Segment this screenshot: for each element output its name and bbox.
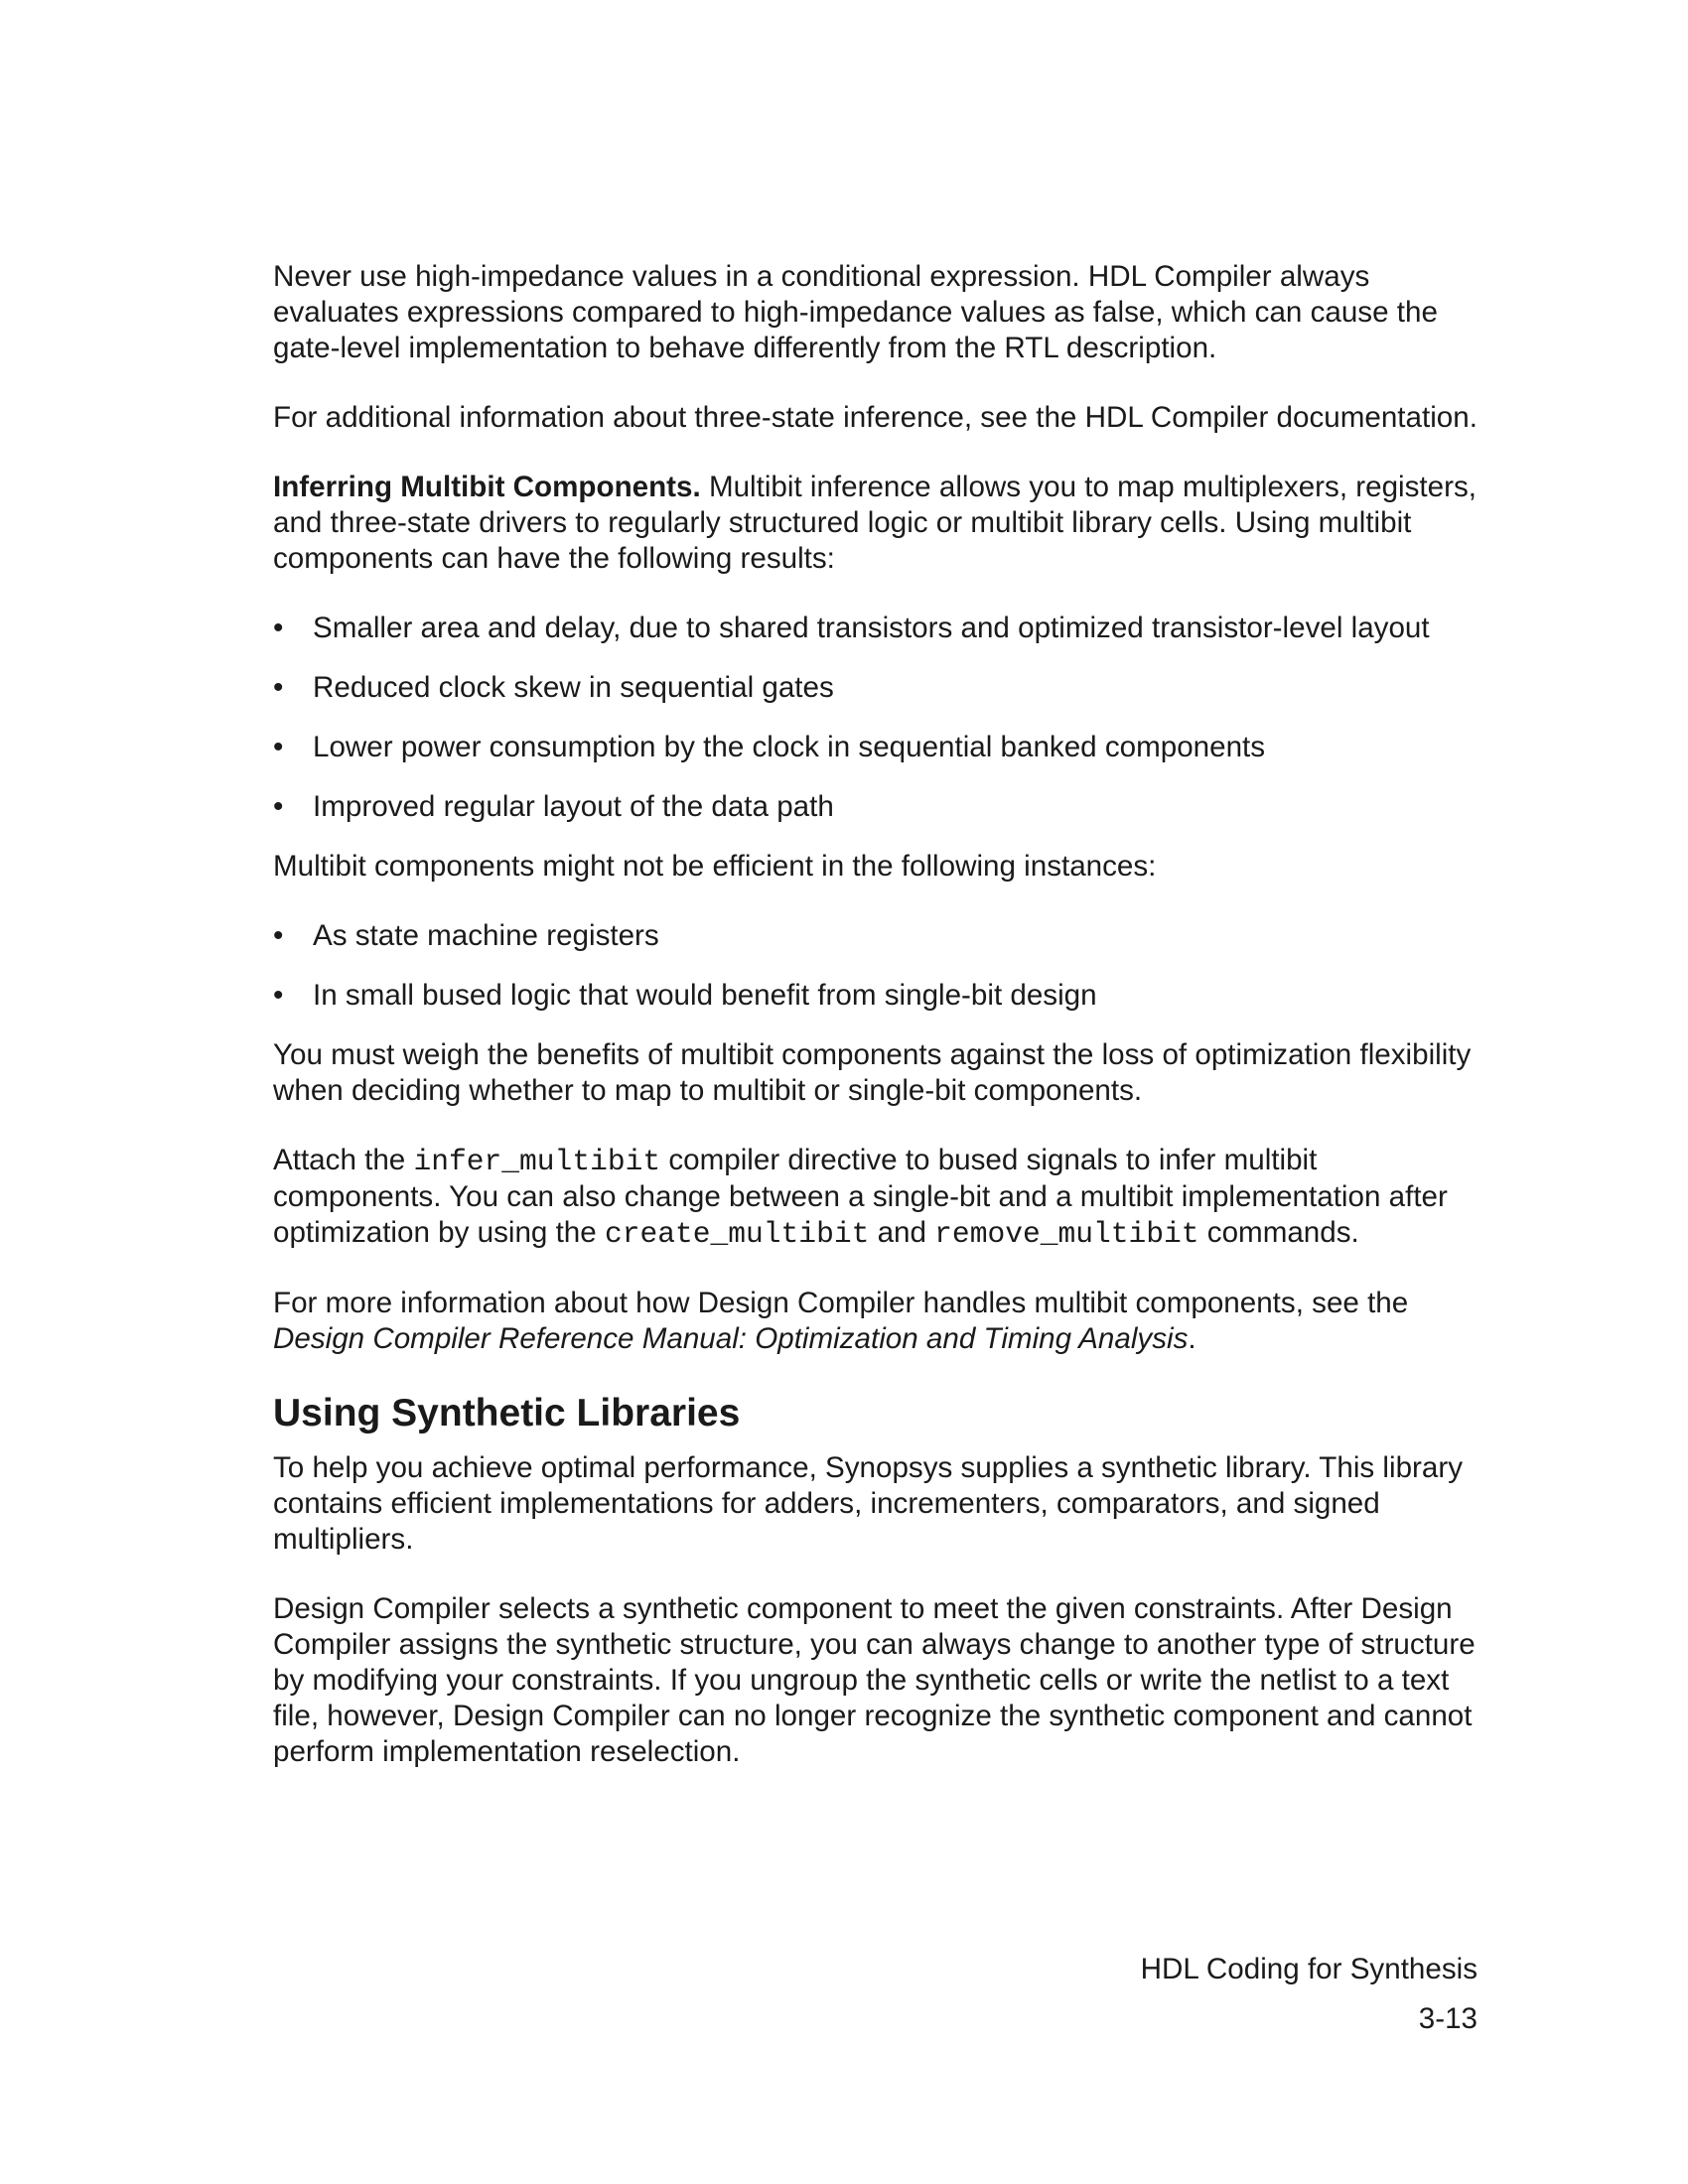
- attach-text: commands.: [1198, 1216, 1359, 1249]
- list-item-text: Improved regular layout of the data path: [313, 790, 834, 823]
- paragraph-more-info: [273, 1286, 1477, 1357]
- paragraph-attach-directive: [273, 1143, 1477, 1252]
- inferring-multibit-text: Multibit inference allows you to map multiplexers, registers, and three-state drivers to regularly structured logic or multibit library cells. Using multibit components can have the following results:: [273, 471, 1477, 575]
- section-heading: Using Synthetic Libraries: [273, 1392, 741, 1434]
- multibit-drawbacks-list: [273, 918, 1477, 1014]
- list-item-text: As state machine registers: [313, 919, 659, 952]
- paragraph-additional-info: For additional information about three-state inference, see the HDL Compiler documentation.: [273, 401, 1477, 434]
- runin-heading-inferring-multibit: Inferring Multibit Components.: [273, 471, 701, 503]
- multibit-benefits-list: [273, 611, 1477, 825]
- bullet-marker: •: [273, 979, 284, 1012]
- bullet-marker: •: [273, 919, 284, 952]
- paragraph-not-efficient: Multibit components might not be efficient in the following instances:: [273, 850, 1157, 883]
- list-item: [273, 611, 1477, 646]
- code-infer-multibit: infer_multibit: [413, 1145, 661, 1178]
- attach-text: Attach the: [273, 1144, 414, 1176]
- list-item: [273, 918, 1477, 954]
- list-item: [273, 670, 1477, 706]
- footer-doc-title: HDL Coding for Synthesis: [1140, 1953, 1477, 1985]
- paragraph-component-selection: Design Compiler selects a synthetic component to meet the given constraints. After Design Compiler assigns the synthetic structure, you can always change to another type of structure by modifying your constraints. If you ungroup the synthetic cells or write the netlist to a text file, however, Design Compiler can no longer recognize the synthetic component and cannot perform implementation reselection.: [273, 1592, 1476, 1768]
- list-item: [273, 789, 1477, 825]
- list-item: [273, 730, 1477, 765]
- footer-page-number: 3-13: [1418, 2002, 1477, 2035]
- code-create-multibit: create_multibit: [604, 1217, 870, 1251]
- list-item: [273, 978, 1477, 1014]
- list-item-text: In small bused logic that would benefit from single-bit design: [313, 979, 1097, 1012]
- paragraph-inferring-multibit: [273, 470, 1477, 577]
- attach-text: and: [869, 1216, 935, 1249]
- list-item-text: Lower power consumption by the clock in sequential banked components: [313, 731, 1266, 763]
- more-info-text: .: [1188, 1322, 1196, 1355]
- bullet-marker: •: [273, 612, 284, 644]
- page-body: [273, 259, 1477, 1804]
- paragraph-synthetic-library: To help you achieve optimal performance, Synopsys supplies a synthetic library. This library contains efficient implementations for adders, incrementers, comparators, and signed multipliers.: [273, 1451, 1464, 1556]
- attach-text: compiler directive to bused signals to infer multibit components. You can also change between a single-bit and a multibit implementation after optimization by using the: [273, 1144, 1448, 1249]
- list-item-text: Reduced clock skew in sequential gates: [313, 671, 834, 704]
- bullet-marker: •: [273, 731, 284, 763]
- page-footer: [1141, 1952, 1477, 2037]
- code-remove-multibit: remove_multibit: [934, 1217, 1199, 1251]
- more-info-text: For more information about how Design Compiler handles multibit components, see the: [273, 1287, 1409, 1319]
- paragraph-high-impedance: Never use high-impedance values in a conditional expression. HDL Compiler always evaluates expressions compared to high-impedance values as false, which can cause the gate-level implementation to behave differently from the RTL description.: [273, 260, 1438, 364]
- paragraph-weigh-benefits: You must weigh the benefits of multibit components against the loss of optimization flexibility when deciding whether to map to multibit or single-bit components.: [273, 1038, 1472, 1107]
- book-title: Design Compiler Reference Manual: Optimization and Timing Analysis: [273, 1322, 1189, 1355]
- bullet-marker: •: [273, 790, 284, 823]
- list-item-text: Smaller area and delay, due to shared transistors and optimized transistor-level layout: [313, 612, 1430, 644]
- bullet-marker: •: [273, 671, 284, 704]
